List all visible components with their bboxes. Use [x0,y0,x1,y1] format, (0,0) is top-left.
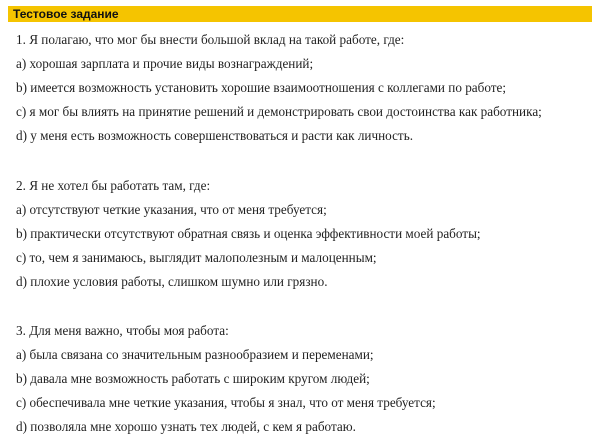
question-3-option-a: a) была связана со значительным разнообразием и переменами; [16,347,374,362]
question-3-option-c: c) обеспечивала мне четкие указания, чтобы я знал, что от меня требуется; [16,395,436,410]
question-2-option-b: b) практически отсутствуют обратная связь и оценка эффективности моей работы; [16,226,481,241]
question-2-option-c: c) то, чем я занимаюсь, выглядит малополезным и малоценным; [16,250,377,265]
question-3-text: 3. Для меня важно, чтобы моя работа: [16,323,229,338]
question-1-text: 1. Я полагаю, что мог бы внести большой вклад на такой работе, где: [16,32,405,47]
question-2-option-d: d) плохие условия работы, слишком шумно или грязно. [16,274,328,289]
question-1-option-b: b) имеется возможность установить хорошие взаимоотношения с коллегами по работе; [16,80,507,95]
header-bar [8,6,592,22]
question-2-text: 2. Я не хотел бы работать там, где: [16,178,211,193]
question-2-option-a: a) отсутствуют четкие указания, что от меня требуется; [16,202,327,217]
question-3-option-d: d) позволяла мне хорошо узнать тех людей, с кем я работаю. [16,419,356,434]
question-1-option-c: c) я мог бы влиять на принятие решений и демонстрировать свои достоинства как работника; [16,104,542,119]
question-1-option-d: d) у меня есть возможность совершенствоваться и расти как личность. [16,128,414,143]
question-3-option-b: b) давала мне возможность работать с широким кругом людей; [16,371,370,386]
question-1-option-a: a) хорошая зарплата и прочие виды вознаграждений; [16,56,314,71]
header-title: Тестовое задание [13,7,119,21]
